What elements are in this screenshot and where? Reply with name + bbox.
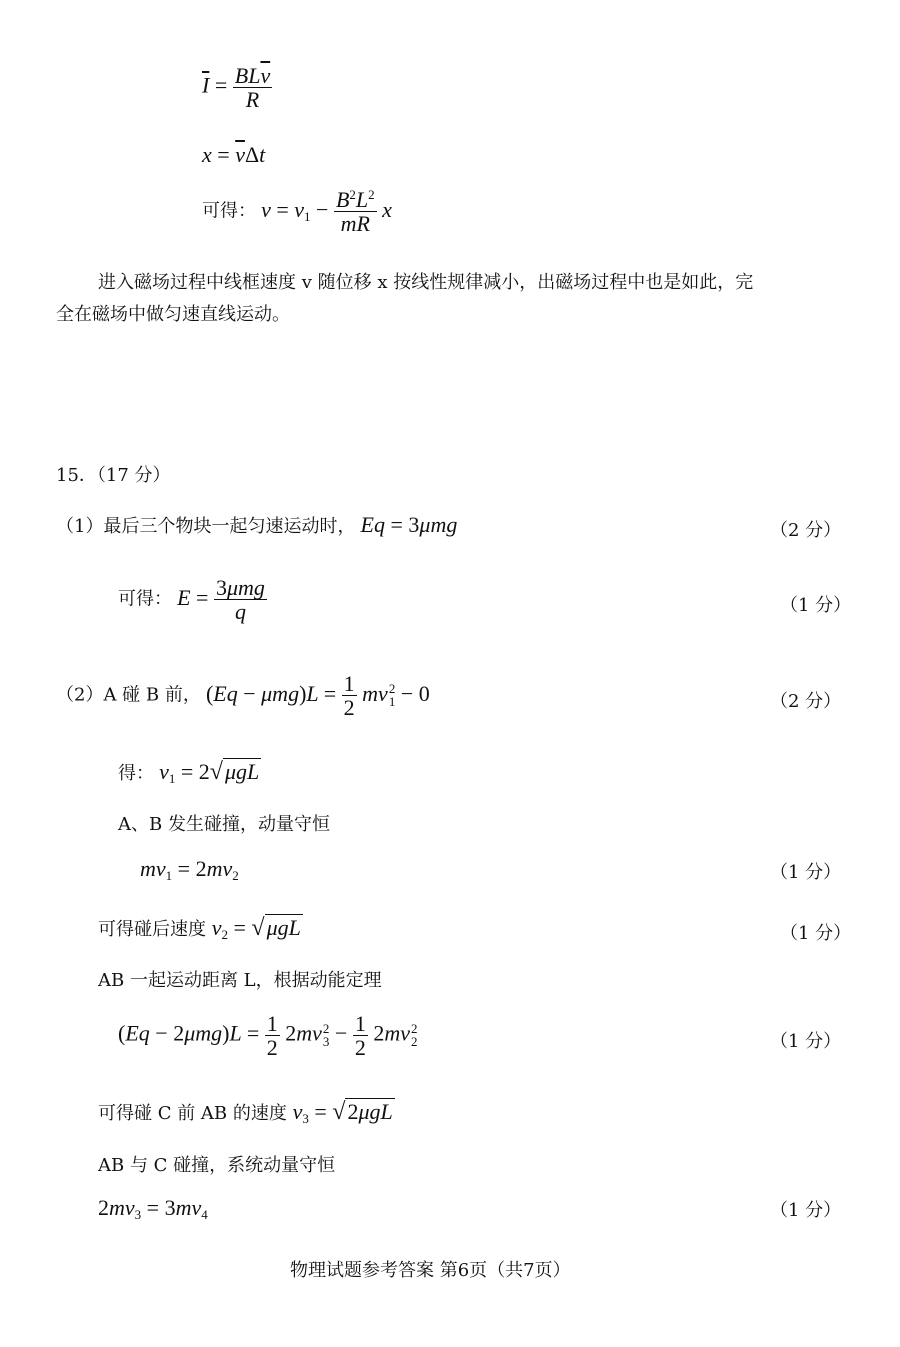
step-1-label: （1）最后三个物块一起匀速运动时， bbox=[56, 516, 356, 537]
score-step-1b: （1 分） bbox=[780, 595, 852, 616]
paragraph-line-1: 进入磁场过程中线框速度 v 随位移 x 按线性规律减小，出磁场过程中也是如此，完 bbox=[98, 272, 754, 293]
score-step-2e: （1 分） bbox=[780, 923, 852, 944]
step-2-v2: 可得碰后速度 $v_2 = √\mu gL$ bbox=[98, 915, 301, 942]
step-2-v3-label: 可得碰 C 前 AB 的速度 bbox=[98, 1103, 293, 1124]
equation-mean-current: $\overline{I}$ = $\frac{BL\overline{v}}{R}$ bbox=[202, 63, 271, 113]
page-footer: 物理试题参考答案 第6页（共7页） bbox=[290, 1260, 571, 1281]
step-1-line: （1）最后三个物块一起匀速运动时， Eq = 3μmg bbox=[56, 512, 458, 537]
paragraph-line-2: 全在磁场中做匀速直线运动。 bbox=[56, 304, 290, 325]
question-15-header: 15．（17 分） bbox=[56, 465, 171, 486]
step-1-result: 可得： E = $\frac{\text{3μmg}}{q}$ bbox=[118, 575, 265, 625]
score-step-2: （2 分） bbox=[770, 691, 842, 712]
score-step-2g: （1 分） bbox=[770, 1031, 842, 1052]
equation-momentum-ab: $mv_1 = 2mv_2$ bbox=[140, 856, 239, 883]
step-1-result-label: 可得： bbox=[118, 588, 172, 610]
step-2-ab-motion: AB 一起运动距离 L，根据动能定理 bbox=[98, 970, 382, 991]
score-step-1: （2 分） bbox=[770, 520, 842, 541]
equation-energy-ab: (Eq − 2μmg)L = $\frac{1}{2}$ 2mv 2 3 − $\frac{1}{2}$ 2mv 2 2 bbox=[118, 1011, 418, 1061]
equation-momentum-abc: $2mv_3 = 3mv_4$ bbox=[98, 1195, 208, 1222]
step-2-collision-ab: A、B 发生碰撞，动量守恒 bbox=[118, 814, 330, 835]
step-2-collision-abc: AB 与 C 碰撞，系统动量守恒 bbox=[98, 1155, 336, 1176]
step-2-label: （2）A 碰 B 前， bbox=[56, 684, 201, 706]
result-label: 可得： bbox=[202, 200, 256, 222]
equation-displacement: $x = \overline{v}\Delta t$ bbox=[202, 142, 266, 167]
step-2-line: （2）A 碰 B 前， (Eq − μmg)L = $\frac{1}{2}$ mv 2 1 − 0 bbox=[56, 671, 430, 721]
score-step-2j: （1 分） bbox=[770, 1200, 842, 1221]
step-2-v2-label: 可得碰后速度 bbox=[98, 919, 212, 940]
score-step-2d: （1 分） bbox=[770, 862, 842, 883]
step-2-v1-label: 得： bbox=[118, 763, 154, 784]
step-2-v3: 可得碰 C 前 AB 的速度 $v_3 = √2\mu gL$ bbox=[98, 1099, 393, 1126]
equation-velocity-result: 可得： $v = v_1$ − $\frac{B^2L^2}{mR}$ x bbox=[202, 187, 392, 237]
step-2-v1: 得： $v_1 = 2√\mu gL$ bbox=[118, 759, 260, 786]
